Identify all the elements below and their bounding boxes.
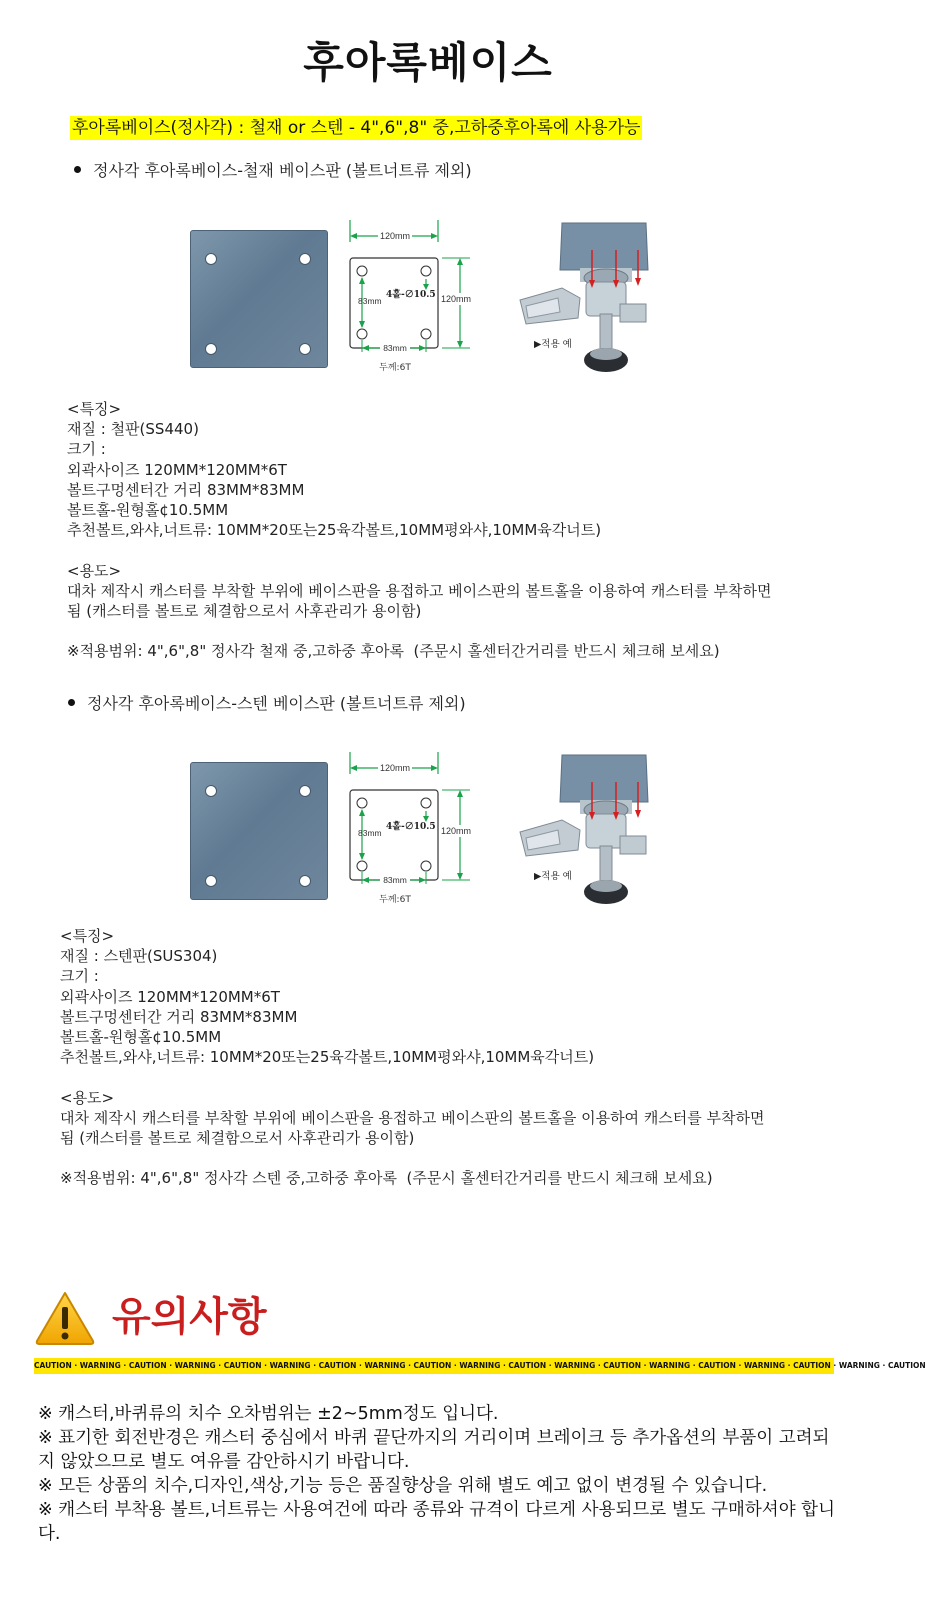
spec-material: 재질 : 스텐판(SUS304)	[60, 947, 218, 966]
section-2-figure	[190, 752, 660, 922]
base-plate-image	[190, 762, 328, 900]
section-1-bullet: 정사각 후아록베이스-철재 베이스판 (볼트너트류 제외)	[74, 160, 472, 182]
section-1-specs	[67, 399, 772, 662]
section-1-figure	[190, 220, 660, 390]
thickness-label: 두께:6T	[379, 363, 411, 373]
spec-center-dist: 볼트구멍센터간 거리 83MM*83MM	[67, 480, 305, 499]
caution-note: ※ 모든 상품의 치수,디자인,색상,기능 등은 품질향상을 위해 별도 예고 없이 변경될 수 있습니다.	[38, 1476, 768, 1496]
spec-outer-size: 외곽사이즈 120MM*120MM*6T	[67, 460, 287, 479]
spec-recommend: 추천볼트,와샤,너트류: 10MM*20또는25육각볼트,10MM평와샤,10MM육각너트)	[60, 1048, 595, 1067]
width-label: 120mm	[379, 763, 411, 773]
summary-highlight: 후아록베이스(정사각) : 철재 or 스텐 - 4",6",8" 중,고하중후아록에 사용가능	[72, 118, 641, 138]
caution-tape: CAUTION · WARNING · CAUTION · WARNING · CAUTION · WARNING · CAUTION · WARNING · CAUTION · WARNING · CAUTION · WARNING · CAUTION · WARNING · CAUTION · WARNING · CAUTION · WARNING · CAUTION	[34, 1358, 834, 1374]
warning-icon	[34, 1290, 96, 1346]
scope-text: ※적용범위: 4",6",8" 정사각 스텐 중,고하중 후아록 (주문시 홀센터간거리를 반드시 체크해 보세요)	[60, 1169, 713, 1188]
caution-note: ※ 캐스터,바퀴류의 치수 오차범위는 ±2~5mm정도 입니다.	[38, 1404, 499, 1424]
section-2-specs	[60, 926, 765, 1189]
usage-heading: <용도>	[67, 561, 122, 580]
usage-heading: <용도>	[60, 1088, 115, 1107]
caution-note: ※ 캐스터 부착용 볼트,너트류는 사용여건에 따라 종류와 규격이 다르게 사용되므로 별도 구매하셔야 합니다.	[38, 1500, 835, 1544]
hole-label: 4홀-∅10.5	[386, 290, 436, 300]
usage-line-2: 됨 (캐스터를 볼트로 체결함으로서 사후관리가 용이함)	[67, 602, 422, 621]
dimension-drawing	[350, 220, 510, 390]
apply-label: ▶적용 예	[534, 339, 572, 350]
spec-center-dist: 볼트구멍센터간 거리 83MM*83MM	[60, 1007, 298, 1026]
spec-recommend: 추천볼트,와샤,너트류: 10MM*20또는25육각볼트,10MM평와샤,10MM육각너트)	[67, 521, 602, 540]
thickness-label: 두께:6T	[379, 895, 411, 905]
spec-hole: 볼트홀-원형홀¢10.5MM	[67, 501, 229, 520]
spec-size-label: 크기 :	[67, 440, 106, 459]
center-h-label: 83mm	[383, 343, 407, 353]
usage-line-1: 대차 제작시 캐스터를 부착할 부위에 베이스판을 용접하고 베이스판의 볼트홀을 이용하여 캐스터를 부착하면	[67, 581, 772, 600]
caster-example-image	[520, 220, 670, 390]
page-title: 후아록베이스	[303, 38, 553, 87]
caution-notes	[38, 1402, 838, 1546]
spec-heading: <특징>	[67, 400, 122, 418]
height-label: 120mm	[440, 294, 472, 304]
spec-material: 재질 : 철판(SS440)	[67, 420, 199, 439]
caution-note: ※ 표기한 회전반경은 캐스터 중심에서 바퀴 끝단까지의 거리이며 브레이크 등 추가옵션의 부품이 고려되지 않았으므로 별도 여유를 감안하시기 바랍니다.	[38, 1428, 830, 1472]
spec-size-label: 크기 :	[60, 967, 99, 986]
spec-heading: <특징>	[60, 927, 115, 945]
caution-title: 유의사항	[112, 1294, 267, 1340]
caster-example-image	[520, 752, 670, 922]
apply-label: ▶적용 예	[534, 871, 572, 882]
base-plate-image	[190, 230, 328, 368]
width-label: 120mm	[379, 231, 411, 241]
spec-outer-size: 외곽사이즈 120MM*120MM*6T	[60, 987, 280, 1006]
center-v-label: 83mm	[358, 828, 382, 838]
scope-text: ※적용범위: 4",6",8" 정사각 철재 중,고하중 후아록 (주문시 홀센터간거리를 반드시 체크해 보세요)	[67, 642, 720, 661]
section-2-bullet: 정사각 후아록베이스-스텐 베이스판 (볼트너트류 제외)	[68, 693, 466, 715]
dimension-drawing	[350, 752, 510, 922]
usage-line-2: 됨 (캐스터를 볼트로 체결함으로서 사후관리가 용이함)	[60, 1129, 415, 1148]
height-label: 120mm	[440, 826, 472, 836]
hole-label: 4홀-∅10.5	[386, 822, 436, 832]
center-v-label: 83mm	[358, 296, 382, 306]
usage-line-1: 대차 제작시 캐스터를 부착할 부위에 베이스판을 용접하고 베이스판의 볼트홀을 이용하여 캐스터를 부착하면	[60, 1108, 765, 1127]
center-h-label: 83mm	[383, 875, 407, 885]
spec-hole: 볼트홀-원형홀¢10.5MM	[60, 1028, 222, 1047]
